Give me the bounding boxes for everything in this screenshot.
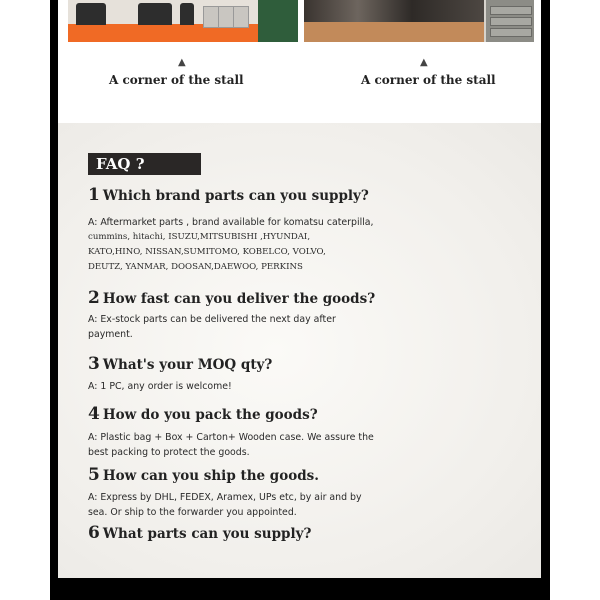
wood-counter bbox=[304, 22, 484, 42]
caption-right: A corner of the stall bbox=[361, 73, 496, 87]
answer-line: payment. bbox=[88, 329, 133, 340]
question-text: Which brand parts can you supply? bbox=[102, 188, 369, 204]
answer-line: cummins, hitachi, ISUZU,MITSUBISHI ,HYUNDAI, bbox=[88, 232, 311, 242]
frame-bottom-border bbox=[50, 578, 550, 600]
caption-left: A corner of the stall bbox=[109, 73, 244, 87]
part-box bbox=[203, 6, 219, 28]
caption-arrow-right-icon: ▲ bbox=[420, 57, 428, 68]
question-number: 1 bbox=[88, 185, 100, 205]
question-text: What parts can you supply? bbox=[102, 526, 312, 542]
question-number: 5 bbox=[88, 465, 100, 485]
faq-question-3 bbox=[88, 354, 272, 374]
question-number: 6 bbox=[88, 523, 100, 543]
answer-line: A: Plastic bag + Box + Carton+ Wooden case. We assure the bbox=[88, 432, 374, 443]
frame-left-border bbox=[50, 0, 58, 600]
faq-answer-4 bbox=[88, 430, 388, 460]
faq-section bbox=[58, 123, 541, 578]
frame-right-border bbox=[541, 0, 550, 600]
stall-photos-section bbox=[58, 0, 541, 120]
faq-answer-5 bbox=[88, 490, 388, 520]
stall-photo-left bbox=[68, 0, 298, 42]
answer-line: A: Aftermarket parts , brand available for komatsu caterpilla, bbox=[88, 217, 374, 228]
stall-photo-right bbox=[304, 0, 534, 42]
faq-question-1 bbox=[88, 185, 369, 205]
faq-answer-1 bbox=[88, 215, 388, 275]
question-number: 3 bbox=[88, 354, 100, 374]
faq-answer-3 bbox=[88, 379, 388, 394]
cabinet-drawer bbox=[490, 17, 532, 26]
faq-question-6 bbox=[88, 523, 311, 543]
caption-arrow-left-icon: ▲ bbox=[178, 57, 186, 68]
answer-line: A: Ex-stock parts can be delivered the next day after bbox=[88, 314, 336, 325]
faq-title: FAQ ? bbox=[88, 153, 201, 175]
part-box bbox=[218, 6, 234, 28]
question-text: How do you pack the goods? bbox=[102, 407, 318, 423]
faq-question-4 bbox=[88, 404, 318, 424]
green-shelf bbox=[258, 0, 298, 42]
cabinet-drawer bbox=[490, 28, 532, 37]
faq-question-5 bbox=[88, 465, 319, 485]
question-text: What's your MOQ qty? bbox=[102, 357, 273, 373]
cabinet-drawer bbox=[490, 6, 532, 15]
answer-line: best packing to protect the goods. bbox=[88, 447, 250, 458]
answer-line: A: Express by DHL, FEDEX, Aramex, UPs etc, by air and by bbox=[88, 492, 362, 503]
answer-line: DEUTZ, YANMAR, DOOSAN,DAEWOO, PERKINS bbox=[88, 262, 303, 272]
answer-line: KATO,HINO, NISSAN,SUMITOMO, KOBELCO, VOLVO, bbox=[88, 247, 326, 257]
part-box bbox=[233, 6, 249, 28]
question-text: How can you ship the goods. bbox=[102, 468, 319, 484]
question-number: 4 bbox=[88, 404, 100, 424]
part-item bbox=[138, 3, 172, 25]
part-item bbox=[76, 3, 106, 25]
answer-line: A: 1 PC, any order is welcome! bbox=[88, 381, 232, 392]
answer-line: sea. Or ship to the forwarder you appointed. bbox=[88, 507, 297, 518]
faq-question-2 bbox=[88, 288, 375, 308]
part-item bbox=[180, 3, 194, 25]
faq-answer-2 bbox=[88, 312, 388, 342]
question-text: How fast can you deliver the goods? bbox=[102, 291, 376, 307]
question-number: 2 bbox=[88, 288, 100, 308]
